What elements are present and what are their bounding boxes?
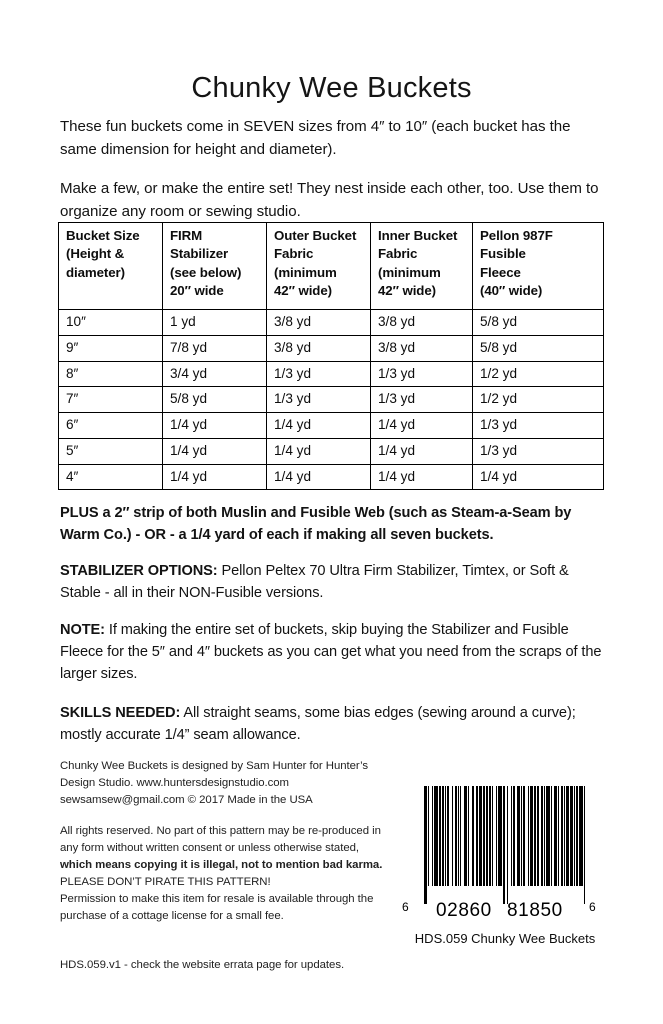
header-line: Fabric — [378, 246, 418, 262]
barcode-bar — [507, 786, 508, 904]
barcode-left-group: 02860 — [436, 900, 492, 921]
barcode-bar — [584, 786, 585, 904]
barcode-bar — [546, 786, 549, 886]
table-body — [59, 310, 604, 490]
cell-fusible-fleece: 1/3 yd — [473, 438, 604, 464]
barcode-bar — [496, 786, 497, 886]
header-line: (minimum — [274, 264, 337, 280]
cell-outer-fabric: 3/8 yd — [267, 310, 371, 336]
barcode-bar — [442, 786, 444, 886]
cell-inner-fabric: 1/4 yd — [371, 413, 473, 439]
skills-needed-text: All straight seams, some bias edges (sewing around a curve); mostly accurate 1/4” seam allowance. — [60, 704, 576, 743]
header-line: Fleece — [480, 264, 521, 280]
barcode-bars — [424, 786, 587, 904]
barcode-bar — [521, 786, 522, 886]
barcode-block — [400, 786, 615, 946]
column-header-outer-bucket-fabric — [267, 223, 371, 310]
barcode-bar — [558, 786, 559, 886]
skills-needed-note — [60, 702, 608, 746]
cell-outer-fabric: 3/8 yd — [267, 335, 371, 361]
cell-outer-fabric: 1/3 yd — [267, 387, 371, 413]
rights-text-part-2: PLEASE DON’T PIRATE THIS PATTERN! — [60, 876, 271, 889]
header-line: Fabric — [274, 246, 314, 262]
cell-bucket-size: 6″ — [59, 413, 163, 439]
barcode-bar — [576, 786, 578, 886]
barcode-bar — [455, 786, 457, 886]
barcode-bar — [483, 786, 484, 886]
barcode-bar — [428, 786, 429, 886]
column-header-firm-stabilizer — [163, 223, 267, 310]
cell-fusible-fleece: 1/2 yd — [473, 387, 604, 413]
barcode-right-group: 81850 — [507, 900, 563, 921]
header-line: Bucket Size — [66, 228, 140, 243]
barcode-bar — [554, 786, 557, 886]
barcode-bar — [541, 786, 543, 886]
header-line: (Height & — [66, 246, 125, 262]
barcode-bar — [503, 786, 505, 904]
table-row — [59, 361, 604, 387]
cell-bucket-size: 10″ — [59, 310, 163, 336]
cell-bucket-size: 4″ — [59, 464, 163, 490]
table-header — [59, 223, 604, 310]
table-row — [59, 413, 604, 439]
header-line: Inner Bucket — [378, 228, 458, 243]
plus-materials-note: PLUS a 2″ strip of both Muslin and Fusible Web (such as Steam-a-Seam by Warm Co.) - OR - a 1/4 yard of each if making all seven buckets. — [60, 504, 572, 543]
barcode-bar — [472, 786, 473, 886]
entire-set-text: If making the entire set of buckets, skip buying the Stabilizer and Fusible Fleece for the 5″ and 4″ buckets as you can get what you need from the scraps of the larger sizes. — [60, 621, 602, 682]
cell-firm-stabilizer: 1/4 yd — [163, 438, 267, 464]
barcode-bar — [537, 786, 538, 886]
barcode-bar — [458, 786, 459, 886]
cell-firm-stabilizer: 7/8 yd — [163, 335, 267, 361]
barcode-bar — [452, 786, 453, 886]
barcode-bar — [579, 786, 582, 886]
barcode-caption: HDS.059 Chunky Wee Buckets — [414, 931, 596, 946]
barcode-bar — [479, 786, 482, 886]
header-line: 42″ wide) — [274, 283, 332, 299]
header-line: (see below) — [170, 264, 242, 280]
header-line: diameter) — [66, 264, 125, 280]
cell-firm-stabilizer: 1/4 yd — [163, 413, 267, 439]
cell-inner-fabric: 1/4 yd — [371, 438, 473, 464]
cell-bucket-size: 9″ — [59, 335, 163, 361]
barcode-bar — [544, 786, 545, 886]
cell-inner-fabric: 1/3 yd — [371, 387, 473, 413]
table-header-row — [59, 223, 604, 310]
column-header-bucket-size — [59, 223, 163, 310]
cell-fusible-fleece: 1/4 yd — [473, 464, 604, 490]
cell-inner-fabric: 3/8 yd — [371, 310, 473, 336]
cell-inner-fabric: 1/3 yd — [371, 361, 473, 387]
cell-outer-fabric: 1/3 yd — [267, 361, 371, 387]
barcode-bar — [432, 786, 433, 886]
barcode-bar — [439, 786, 440, 886]
barcode-left-guard-digit: 6 — [402, 900, 410, 914]
header-line: 20″ wide — [170, 283, 224, 299]
column-header-inner-bucket-fabric — [371, 223, 473, 310]
copyright-notice — [60, 823, 390, 924]
stabilizer-options-text: Pellon Peltex 70 Ultra Firm Stabilizer, Timtex, or Soft & Stable - all in their NON-Fusible versions. — [60, 562, 569, 601]
cell-fusible-fleece: 1/2 yd — [473, 361, 604, 387]
barcode-bar — [447, 786, 449, 886]
barcode-bar — [464, 786, 467, 886]
barcode-bar — [498, 786, 502, 886]
barcode-bar — [460, 786, 461, 886]
stabilizer-options-note — [60, 560, 608, 604]
cell-bucket-size: 7″ — [59, 387, 163, 413]
header-line: Pellon 987F — [480, 228, 553, 243]
rights-text-part-3: Permission to make this item for resale is available through the purchase of a cottage license for a small fee. — [60, 892, 374, 922]
entire-set-label: NOTE: — [60, 621, 105, 638]
barcode-bar — [434, 786, 438, 886]
cell-bucket-size: 8″ — [59, 361, 163, 387]
barcode-bar — [476, 786, 478, 886]
barcode-bar — [511, 786, 512, 886]
cell-firm-stabilizer: 1/4 yd — [163, 464, 267, 490]
intro-paragraph-2: Make a few, or make the entire set! They nest inside each other, too. Use them to organize any room or sewing studio. — [60, 180, 599, 221]
barcode-right-guard-digit: 6 — [589, 900, 597, 914]
cell-fusible-fleece: 5/8 yd — [473, 310, 604, 336]
barcode-bar — [534, 786, 536, 886]
barcode-bar — [530, 786, 533, 886]
barcode-bar — [564, 786, 565, 886]
cell-fusible-fleece: 1/3 yd — [473, 413, 604, 439]
designer-credits: Chunky Wee Buckets is designed by Sam Hunter for Hunter’s Design Studio. www.huntersdesignstudio.com sewsamsew@gmail.com © 2017 Made in the USA — [60, 760, 369, 807]
table-row — [59, 464, 604, 490]
intro-paragraph-1: These fun buckets come in SEVEN sizes from 4″ to 10″ (each bucket has the same dimension for height and diameter). — [60, 118, 571, 159]
barcode-bar — [574, 786, 575, 886]
barcode-bar — [468, 786, 469, 886]
barcode-bar — [513, 786, 515, 886]
skills-needed-label: SKILLS NEEDED: — [60, 704, 181, 721]
table-row — [59, 310, 604, 336]
version-errata-line: HDS.059.v1 - check the website errata page for updates. — [60, 959, 345, 972]
stabilizer-options-label: STABILIZER OPTIONS: — [60, 562, 218, 579]
barcode-bar — [492, 786, 493, 886]
cell-inner-fabric: 3/8 yd — [371, 335, 473, 361]
cell-fusible-fleece: 5/8 yd — [473, 335, 604, 361]
header-line: FIRM — [170, 228, 203, 243]
barcode-bar — [489, 786, 491, 886]
cell-firm-stabilizer: 1 yd — [163, 310, 267, 336]
materials-requirements-table — [58, 222, 604, 490]
header-line: Stabilizer — [170, 246, 229, 262]
table-row — [59, 335, 604, 361]
header-line: Fusible — [480, 246, 526, 262]
entire-set-note — [60, 619, 608, 686]
barcode-bar — [445, 786, 446, 886]
header-line: (minimum — [378, 264, 441, 280]
barcode-bar — [570, 786, 572, 886]
rights-text-bold: which means copying it is illegal, not to mention bad karma. — [60, 859, 383, 872]
column-header-pellon-fusible-fleece — [473, 223, 604, 310]
barcode-bar — [424, 786, 427, 904]
barcode-bar — [517, 786, 520, 886]
barcode-bar — [566, 786, 569, 886]
barcode-bar — [561, 786, 563, 886]
cell-outer-fabric: 1/4 yd — [267, 438, 371, 464]
barcode-bar — [528, 786, 529, 886]
cell-outer-fabric: 1/4 yd — [267, 464, 371, 490]
barcode-bar — [486, 786, 488, 886]
cell-bucket-size: 5″ — [59, 438, 163, 464]
barcode-bar — [551, 786, 552, 886]
header-line: Outer Bucket — [274, 228, 357, 243]
cell-firm-stabilizer: 3/4 yd — [163, 361, 267, 387]
header-line: (40″ wide) — [480, 283, 543, 299]
page-title: Chunky Wee Buckets — [191, 72, 472, 105]
barcode-digits — [400, 900, 615, 924]
header-line: 42″ wide) — [378, 283, 436, 299]
barcode-bar — [523, 786, 525, 886]
table-row — [59, 438, 604, 464]
cell-firm-stabilizer: 5/8 yd — [163, 387, 267, 413]
cell-inner-fabric: 1/4 yd — [371, 464, 473, 490]
table-row — [59, 387, 604, 413]
rights-text-part-1: All rights reserved. No part of this pattern may be re-produced in any form without written consent or unless otherwise stated, — [60, 825, 381, 855]
cell-outer-fabric: 1/4 yd — [267, 413, 371, 439]
